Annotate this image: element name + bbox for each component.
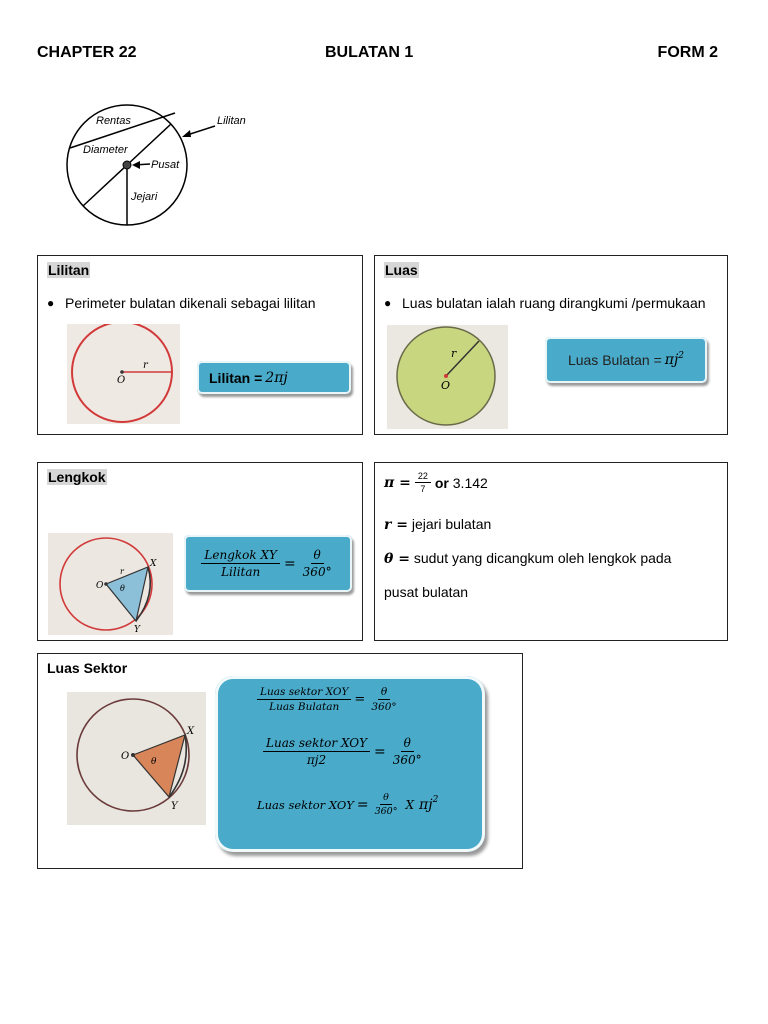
page-title: BULATAN 1 <box>325 44 414 61</box>
pi-definition: π = $\frac{22}{7}$ or 3.142 <box>384 471 488 494</box>
luas-photo <box>387 325 508 429</box>
photo-o-label: O <box>121 751 130 762</box>
photo-y-label: Y <box>134 625 140 635</box>
lengkok-title: Lengkok <box>48 469 106 485</box>
sektor-formula-panel <box>215 676 485 852</box>
photo-r-label: r <box>451 347 457 360</box>
lengkok-photo <box>48 533 173 635</box>
diameter-label: Diameter <box>83 144 128 156</box>
luas-bullet: ● Luas bulatan ialah ruang dirangkumi /permukaan <box>384 295 706 311</box>
theta-definition: θ = sudut yang dicangkum oleh lengkok pada <box>384 550 672 567</box>
chapter-label: CHAPTER 22 <box>37 44 137 61</box>
photo-theta-label: θ <box>151 757 157 767</box>
radius-label: Jejari <box>131 191 158 203</box>
theta-definition-cont: pusat bulatan <box>384 584 469 600</box>
lilitan-bullet: ● Perimeter bulatan dikenali sebagai lilitan <box>47 295 316 311</box>
luas-box <box>374 255 728 435</box>
photo-o-label: O <box>117 375 126 386</box>
lengkok-fraction-left: $\frac{\text{Lengkok XY}}{\text{Lilitan}}$ <box>201 548 280 579</box>
photo-o-label: O <box>441 379 451 392</box>
photo-x-label: X <box>150 559 157 569</box>
definitions-box <box>374 462 728 641</box>
centre-label: Pusat <box>151 159 180 171</box>
r-definition: r = jejari bulatan <box>384 516 492 533</box>
lilitan-formula: Lilitan = 2πj <box>197 361 351 394</box>
photo-theta-label: θ <box>120 584 125 593</box>
photo-r-label: r <box>143 360 148 371</box>
photo-o-label: O <box>96 581 104 591</box>
circumference-label: Lilitan <box>217 115 246 127</box>
sektor-formula-3: Luas sektor XOY = $\frac{\theta}{360^\circ}$ X πj $^2$ <box>257 792 439 817</box>
luas-title: Luas <box>385 262 418 278</box>
photo-x-label: X <box>187 726 195 737</box>
sektor-photo <box>67 692 206 825</box>
photo-y-label: Y <box>171 801 178 812</box>
lengkok-formula: $\frac{\text{Lengkok XY}}{\text{Lilitan}}$ = $\frac{\theta}{360^\circ}$ <box>184 535 352 592</box>
sektor-title: Luas Sektor <box>47 660 128 676</box>
lilitan-photo <box>67 324 180 424</box>
lengkok-fraction-right: $\frac{\theta}{360^\circ}$ <box>302 548 332 579</box>
lilitan-title: Lilitan <box>48 262 90 278</box>
lilitan-box <box>37 255 363 435</box>
luas-formula: Luas Bulatan = πj $^2$ <box>545 337 707 383</box>
circle-parts-diagram <box>30 100 270 230</box>
form-label: FORM 2 <box>657 44 718 61</box>
sektor-formula-2: $\frac{\text{Luas sektor XOY}}{\pi j2}$ = $\frac{\theta}{360^\circ}$ <box>263 736 425 767</box>
lengkok-box <box>37 462 363 641</box>
chord-label: Rentas <box>96 115 131 127</box>
sektor-box <box>37 653 523 869</box>
sektor-formula-1: $\frac{\text{Luas sektor XOY}}{\text{Luas Bulatan}}$ = $\frac{\theta}{360^\circ}$ <box>257 686 400 713</box>
photo-r-label: r <box>120 567 124 576</box>
